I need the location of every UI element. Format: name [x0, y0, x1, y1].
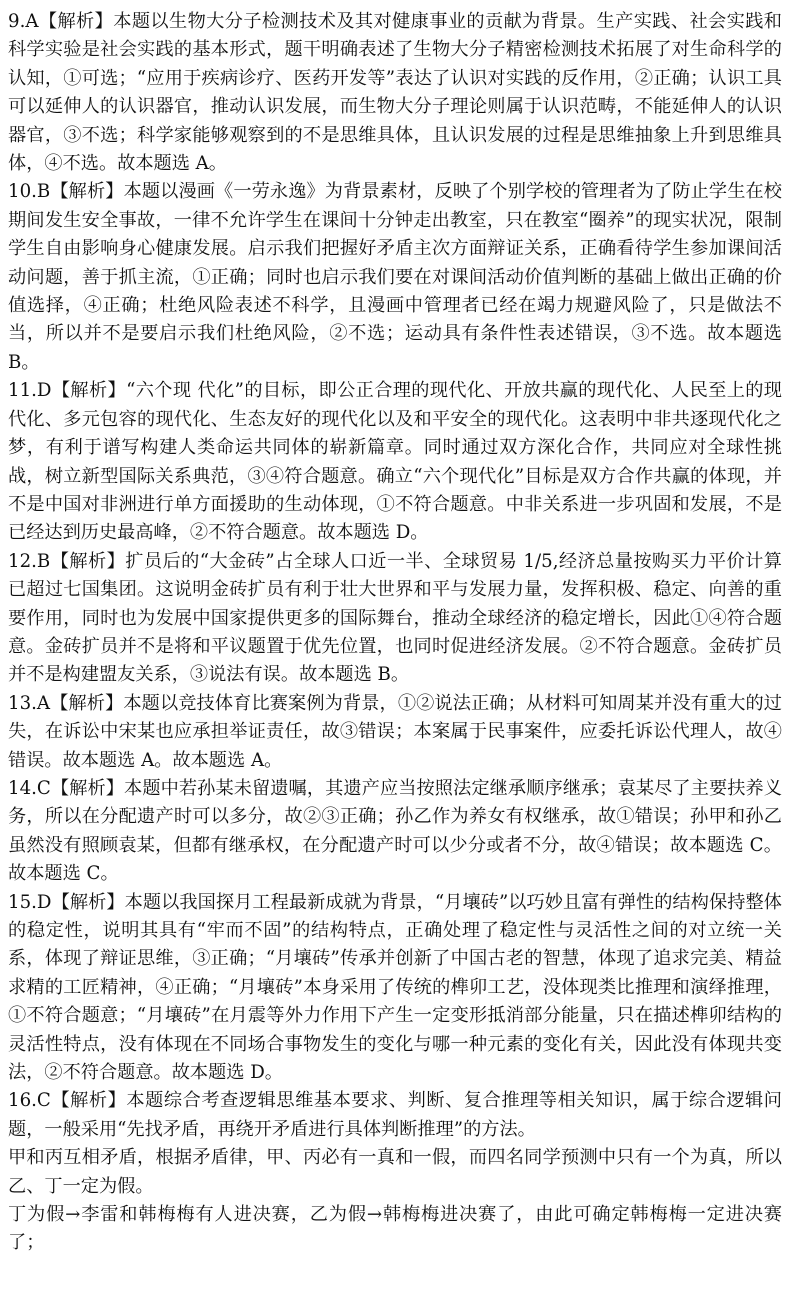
- answer-10-explanation: 10.B【解析】本题以漫画《一劳永逸》为背景素材，反映了个别学校的管理者为了防止学生在校期间发生安全事故，一律不允许学生在课间十分钟走出教室，只在教室“圈养”的现实状况，限制学生自由影响身心健康发展。启示我们把握好矛盾主次方面辩证关系，正确看待学生参加课间活动问题，善于抓主流，①正确；同时也启示我们要在对课间活动价值判断的基础上做出正确的价值选择，④正确；杜绝风险表述不科学，且漫画中管理者已经在竭力规避风险了，只是做法不当，所以并不是要启示我们杜绝风险，②不选；运动具有条件性表述错误，③不选。故本题选 B。: [8, 181, 782, 373]
- answer-11-explanation: 11.D【解析】“六个现 代化”的目标，即公正合理的现代化、开放共赢的现代化、人民至上的现代化、多元包容的现代化、生态友好的现代化以及和平安全的现代化。这表明中非共逐现代化之梦，有利于谱写构建人类命运共同体的崭新篇章。同时通过双方深化合作，共同应对全球性挑战，树立新型国际关系典范，③④符合题意。确立“六个现代化”目标是双方合作共赢的体现，并不是中国对非洲进行单方面援助的生动体现，①不符合题意。中非关系进一步巩固和发展，不是已经达到历史最高峰，②不符合题意。故本题选 D。: [8, 380, 782, 544]
- answer-12-explanation: 12.B【解析】扩员后的“大金砖”占全球人口近一半、全球贸易 1/5,经济总量按购买力平价计算 已超过七国集团。这说明金砖扩员有利于壮大世界和平与发展力量，发挥积极、稳定、向善的重要作用，同时也为发展中国家提供更多的国际舞台，推动全球经济的稳定增长，因此①④符合题意。金砖扩员并不是将和平议题置于优先位置，也同时促进经济发展。②不符合题意。金砖扩员并不是构建盟友关系，③说法有误。故本题选 B。: [8, 550, 782, 686]
- answer-15-explanation: 15.D【解析】本题以我国探月工程最新成就为背景，“月壤砖”以巧妙且富有弹性的结构保持整体的稳定性，说明其具有“牢而不固”的结构特点，正确处理了稳定性与灵活性之间的对立统一关系，体现了辩证思维，③正确；“月壤砖”传承并创新了中国古老的智慧，体现了追求完美、精益求精的工匠精神，④正确；“月壤砖”本身采用了传统的榫卯工艺，没体现类比推理和演绎推理，①不符合题意；“月壤砖”在月震等外力作用下产生一定变形抵消部分能量，只在描述榫卯结构的灵活性特点，没有体现在不同场合事物发生的变化与哪一种元素的变化有关，因此没有体现共变法，②不符合题意。故本题选 D。: [8, 891, 782, 1084]
- answer-13-explanation: 13.A【解析】本题以竞技体育比赛案例为背景，①②说法正确；从材料可知周某并没有重大的过失，在诉讼中宋某也应承担举证责任，故③错误；本案属于民事案件，应委托诉讼代理人，故④错误。故本题选 A。故本题选 A。: [8, 692, 782, 771]
- answer-16-explanation: 16.C【解析】本题综合考查逻辑思维基本要求、判断、复合推理等相关知识，属于综合逻辑问题，一般采用“先找矛盾，再绕开矛盾进行具体判断推理”的方法。: [8, 1090, 782, 1140]
- answer-14-explanation: 14.C【解析】本题中若孙某未留遗嘱，其遗产应当按照法定继承顺序继承；袁某尽了主要扶养义务，所以在分配遗产时可以多分，故②③正确；孙乙作为养女有权继承，故①错误；孙甲和孙乙虽然没有照顾袁某，但都有继承权，在分配遗产时可以少分或者不分，故④错误；故本题选 C。故本题选 C。: [8, 777, 782, 885]
- answer-16-reasoning-step-2: 丁为假→李雷和韩梅梅有人进决赛，乙为假→韩梅梅进决赛了，由此可确定韩梅梅一定进决赛了；: [8, 1204, 782, 1254]
- answer-9-explanation: 9.A【解析】本题以生物大分子检测技术及其对健康事业的贡献为背景。生产实践、社会实践和科学实验是社会实践的基本形式，题干明确表述了生物大分子精密检测技术拓展了对生命科学的认知，①可选；“应用于疾病诊疗、医药开发等”表达了认识对实践的反作用，②正确；认识工具可以延伸人的认识器官，推动认识发展，而生物大分子理论则属于认识范畴，不能延伸人的认识器官，③不选；科学家能够观察到的不是思维具体，且认识发展的过程是思维抽象上升到思维具体，④不选。故本题选 A。: [8, 11, 782, 175]
- answer-16-reasoning-step-1: 甲和丙互相矛盾，根据矛盾律，甲、丙必有一真和一假，而四名同学预测中只有一个为真，所以乙、丁一定为假。: [8, 1147, 782, 1197]
